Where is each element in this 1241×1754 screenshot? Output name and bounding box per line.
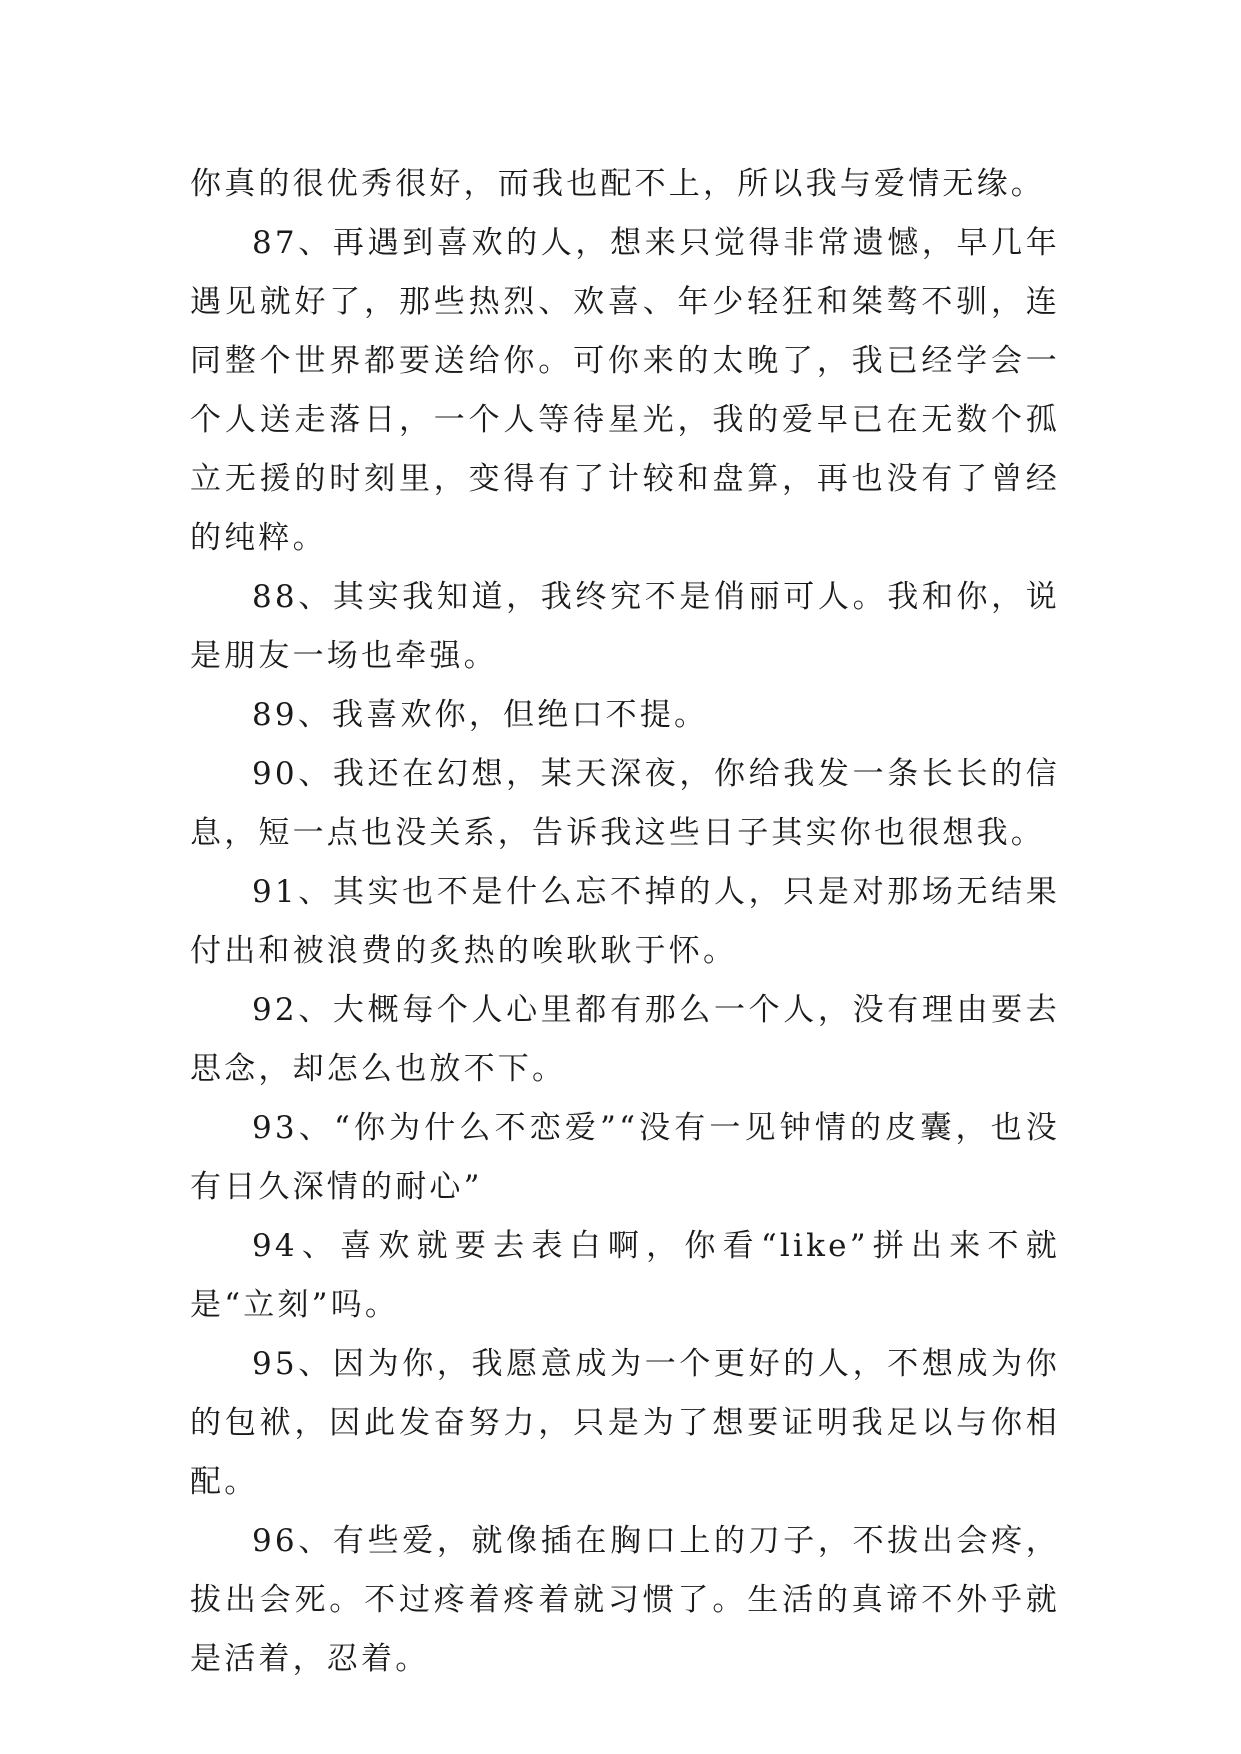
document-body xyxy=(190,155,1060,1689)
paragraph-87: 87、再遇到喜欢的人，想来只觉得非常遗憾，早几年遇见就好了，那些热烈、欢喜、年少轻狂和桀骜不驯，连同整个世界都要送给你。可你来的太晚了，我已经学会一个人送走落日，一个人等待星光，我的爱早已在无数个孤立无援的时刻里，变得有了计较和盘算，再也没有了曾经的纯粹。 xyxy=(190,225,1060,556)
paragraph-88: 88、其实我知道，我终究不是俏丽可人。我和你，说是朋友一场也牵强。 xyxy=(190,579,1060,674)
paragraph-96: 96、有些爱，就像插在胸口上的刀子，不拔出会疼，拔出会死。不过疼着疼着就习惯了。生活的真谛不外乎就是活着，忍着。 xyxy=(190,1523,1060,1677)
paragraph-92: 92、大概每个人心里都有那么一个人，没有理由要去思念，却怎么也放不下。 xyxy=(190,992,1060,1087)
paragraph-91: 91、其实也不是什么忘不掉的人，只是对那场无结果付出和被浪费的炙热的唉耿耿于怀。 xyxy=(190,874,1060,969)
paragraph-95: 95、因为你，我愿意成为一个更好的人，不想成为你的包袱，因此发奋努力，只是为了想要证明我足以与你相配。 xyxy=(190,1346,1060,1500)
paragraph-90: 90、我还在幻想，某天深夜，你给我发一条长长的信息，短一点也没关系，告诉我这些日子其实你也很想我。 xyxy=(190,756,1060,851)
paragraph-continuation: 你真的很优秀很好，而我也配不上，所以我与爱情无缘。 xyxy=(190,166,1045,202)
paragraph-89: 89、我喜欢你，但绝口不提。 xyxy=(252,697,709,733)
paragraph-93: 93、“你为什么不恋爱”“没有一见钟情的皮囊，也没有日久深情的耐心” xyxy=(190,1110,1060,1205)
paragraph-94: 94、喜欢就要去表白啊，你看“like”拼出来不就是“立刻”吗。 xyxy=(190,1228,1060,1323)
